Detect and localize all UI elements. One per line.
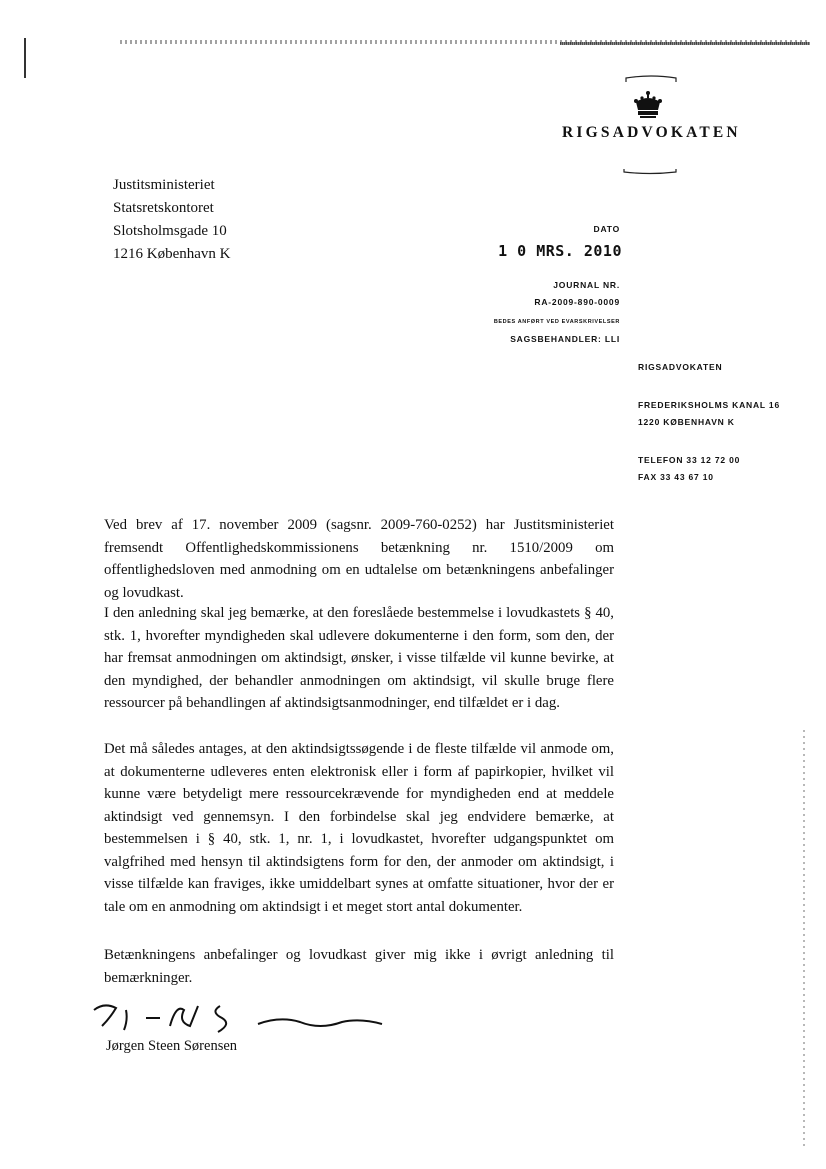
recipient-line: Statsretskontoret bbox=[113, 200, 214, 216]
sender-fax: FAX 33 43 67 10 bbox=[638, 472, 714, 482]
crown-icon bbox=[632, 90, 664, 120]
recipient-line: Justitsministeriet bbox=[113, 177, 215, 193]
logo-bottom-rule bbox=[622, 168, 678, 176]
signer-name: Jørgen Steen Sørensen bbox=[106, 1038, 238, 1054]
body-paragraph: I den anledning skal jeg bemærke, at den foreslåede bestemmelse i lovudkastets § 40, stk. 1, hvorefter myndigheden skal udlevere dokumenterne i den form, som den, der har fremsat anmodningen om aktindsigt, ønsker, i visse tilfælde vil kunne bevirke, at den myndighed, der behandler anmodningen om aktindsigt, vil skulle bruge flere ressourcer på behandlingen af aktindsigtsanmodninger, end tilfældet er i dag. bbox=[104, 605, 614, 711]
recipient-line: Slotsholmsgade 10 bbox=[113, 223, 227, 239]
body-paragraph: Betænkningens anbefalinger og lovudkast giver mig ikke i øvrigt anledning til bemærkninger. bbox=[104, 947, 614, 986]
body-paragraph: Ved brev af 17. november 2009 (sagsnr. 2009-760-0252) har Justitsministeriet fremsendt Offentlighedskommissionens betænkning nr. 1510/2009 om offentlighedsloven med anmodning om en udtalelse om betænkningens anbefalinger og lovudkast. bbox=[104, 517, 614, 601]
sender-address-line: 1220 KØBENHAVN K bbox=[638, 417, 735, 427]
sender-address bbox=[638, 397, 780, 431]
journal-number: RA-2009-890-0009 bbox=[534, 297, 620, 307]
handwritten-signature bbox=[90, 996, 390, 1040]
recipient-address bbox=[113, 174, 230, 266]
sender-contact bbox=[638, 452, 740, 486]
journal-note: BEDES ANFØRT VED EVARSKRIVELSER bbox=[493, 319, 620, 325]
date-label: DATO bbox=[593, 224, 620, 234]
sender-address-line: FREDERIKSHOLMS KANAL 16 bbox=[638, 400, 780, 410]
body-paragraph: Det må således antages, at den aktindsigtssøgende i de fleste tilfælde vil anmode om, at dokumenterne udleveres enten elektronisk eller i form af papirkopier, hvilket vil kunne være betydeligt mere ressourcekrævende for myndigheden end at meddele aktindsigt ved gennemsyn. I den forbindelse skal jeg endvidere bemærke, at bestemmelsen i § 40, stk. 1, nr. 1, i lovudkastet, hvorefter udgangspunktet om valgfrihed med hensyn til aktindsigtens form for den, der anmoder om aktindsigt, i visse tilfælde kan fraviges, ikke umiddelbart synes at omfatte situationer, hvor der er tale om en anmodning om aktindsigt i et meget stort antal dokumenter. bbox=[104, 741, 614, 915]
scan-artifact-left bbox=[24, 38, 26, 78]
sender-name: RIGSADVOKATEN bbox=[638, 362, 723, 372]
scan-artifact-right bbox=[803, 730, 805, 1150]
sender-phone: TELEFON 33 12 72 00 bbox=[638, 455, 741, 465]
recipient-line: 1216 København K bbox=[113, 246, 231, 262]
date-stamp: 1 0 MRS. 2010 bbox=[498, 242, 622, 260]
logo-top-rule bbox=[624, 72, 678, 84]
case-handler: SAGSBEHANDLER: LLI bbox=[510, 334, 620, 344]
scan-artifact-top-dark bbox=[560, 42, 810, 45]
journal-label: JOURNAL NR. bbox=[553, 280, 620, 290]
brand-name: RIGSADVOKATEN bbox=[562, 124, 741, 141]
